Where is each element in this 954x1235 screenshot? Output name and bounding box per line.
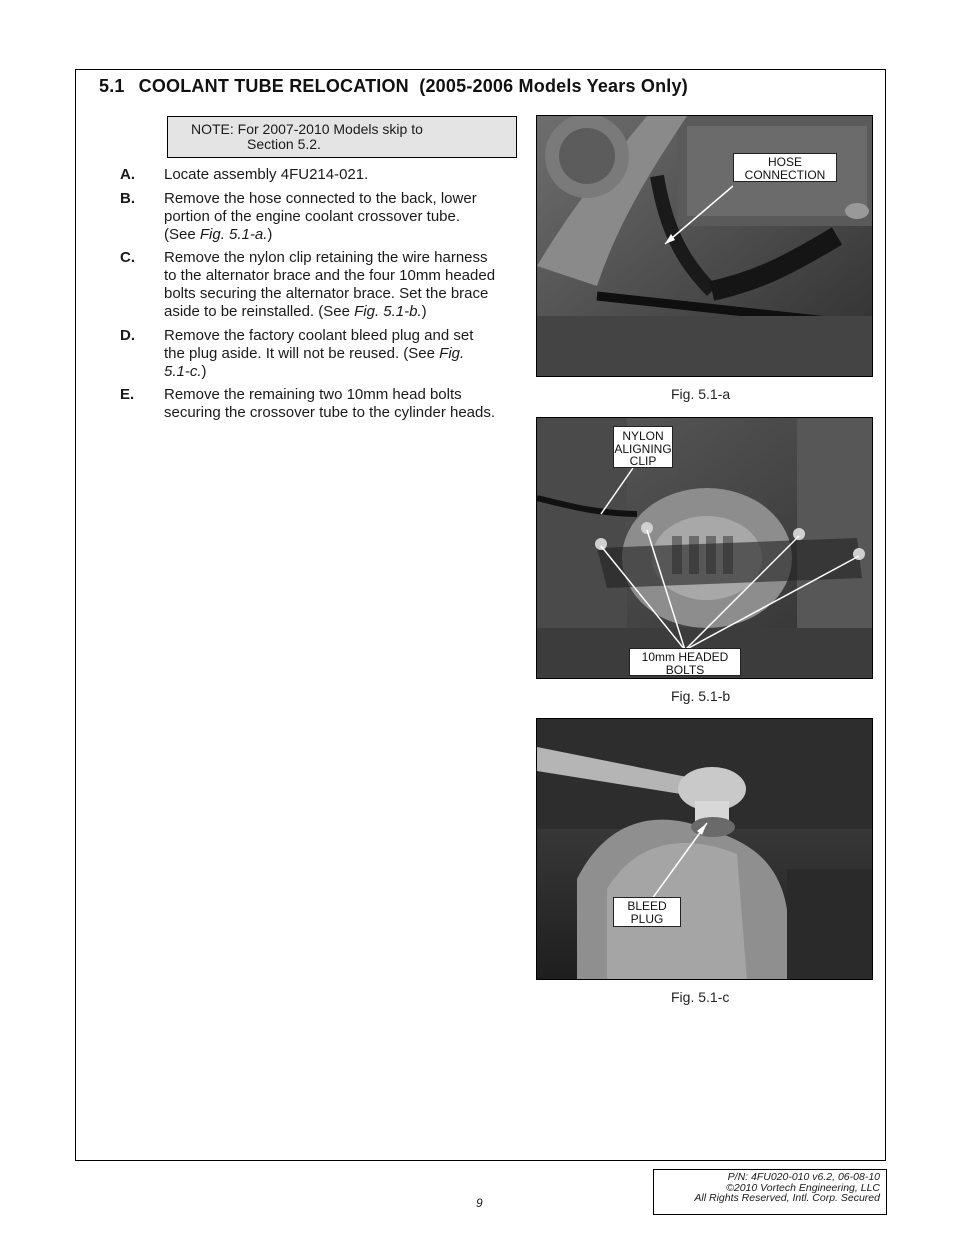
note-line-2: Section 5.2. [247,136,321,152]
rights-statement: All Rights Reserved, Intl. Corp. Secured [694,1192,880,1204]
step-text-line: to the alternator brace and the four 10mm headed [164,267,496,284]
step-letter: D. [120,327,135,344]
step-see-reference: (See Fig. 5.1-a.) [164,226,273,243]
step-text-line: Remove the nylon clip retaining the wire harness [164,249,488,266]
alternator-brace-illustration [537,418,873,679]
figure-5-1-a-photo [536,115,873,377]
part-number: P/N: 4FU020-010 v6.2, 06-08-10 [727,1171,880,1183]
figure-5-1-b-photo [536,417,873,679]
note-box [167,116,517,158]
copyright: ©2010 Vortech Engineering, LLC [726,1181,880,1194]
step-text-line: bolts securing the alternator brace. Set the brace [164,285,489,302]
note-line-1: NOTE: For 2007-2010 Models skip to [191,121,423,137]
section-number: 5.1 [99,76,125,96]
bleed-plug-illustration [537,719,873,980]
figure-caption: Fig. 5.1-a [671,386,731,402]
hose-connection-callout: HOSE CONNECTION [733,153,837,182]
step-see-reference: aside to be reinstalled. (See Fig. 5.1-b.) [164,303,427,320]
footer-info-box [653,1169,887,1215]
step-text-line: securing the crossover tube to the cylinder heads. [164,404,496,421]
section-title [99,76,688,97]
step-text-line: portion of the engine coolant crossover tube. [164,208,461,225]
bleed-plug-callout: BLEED PLUG [613,897,681,927]
step-letter: C. [120,249,135,266]
section-heading: COOLANT TUBE RELOCATION [138,76,409,96]
nylon-clip-callout: NYLON ALIGNING CLIP [613,426,673,468]
figure-reference: 5.1-c. [164,363,202,380]
step-letter: B. [120,190,135,207]
figure-reference: Fig. [439,345,465,362]
figure-caption: Fig. 5.1-c [671,989,730,1005]
step-see-reference: the plug aside. It will not be reused. (See Fig. [164,345,465,362]
page-number: 9 [476,1196,483,1210]
headed-bolts-callout: 10mm HEADED BOLTS [629,648,741,676]
figure-reference: Fig. 5.1-b. [354,303,422,320]
figure-reference: Fig. 5.1-a. [199,226,268,243]
step-letter: E. [120,386,135,403]
figure-caption: Fig. 5.1-b [671,688,731,704]
step-text-line: Remove the remaining two 10mm head bolts [164,386,462,403]
step-letter: A. [120,166,135,183]
step-text-line: Remove the hose connected to the back, lower [164,190,477,207]
figure-5-1-c-photo [536,718,873,980]
step-text-line: Remove the factory coolant bleed plug and set [164,327,474,344]
section-subtitle: (2005-2006 Models Years Only) [419,76,688,96]
step-text-line: Locate assembly 4FU214-021. [164,166,369,183]
